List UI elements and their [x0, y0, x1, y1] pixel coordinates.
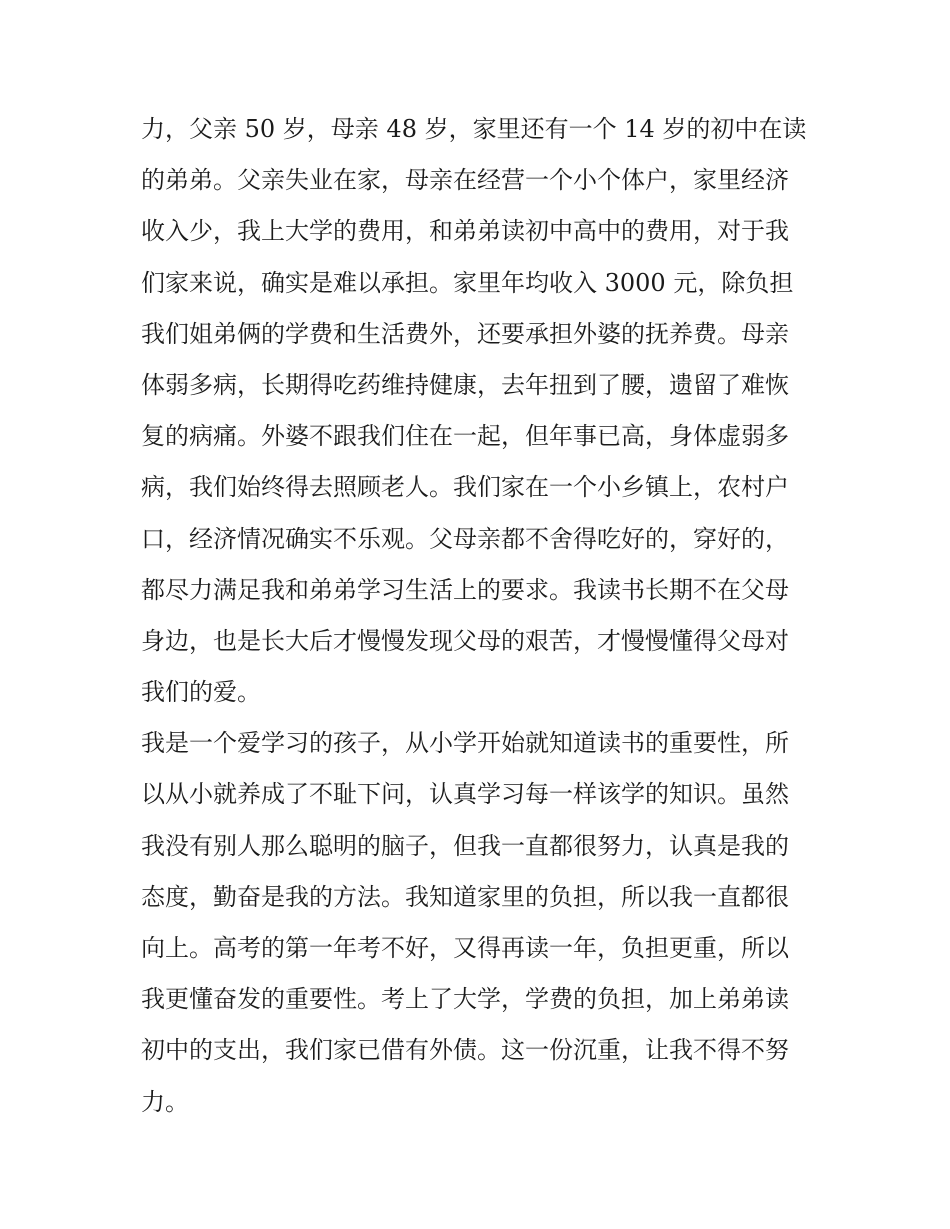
text-line: 体弱多病，长期得吃药维持健康，去年扭到了腰，遗留了难恢: [141, 370, 789, 399]
text-line: 态度，勤奋是我的方法。我知道家里的负担，所以我一直都很: [141, 882, 789, 911]
text-line: 都尽力满足我和弟弟学习生活上的要求。我读书长期不在父母: [141, 575, 789, 604]
body-text: [141, 104, 821, 1128]
text-line: 我没有别人那么聪明的脑子，但我一直都很努力，认真是我的: [141, 831, 789, 860]
text-line: 力。: [141, 1087, 189, 1116]
text-line: 我更懂奋发的重要性。考上了大学，学费的负担，加上弟弟读: [141, 985, 789, 1014]
text-line: 们家来说，确实是难以承担。家里年均收入 3000 元，除负担: [141, 268, 794, 297]
text-line: 病，我们始终得去照顾老人。我们家在一个小乡镇上，农村户: [141, 473, 789, 502]
text-line: 我是一个爱学习的孩子，从小学开始就知道读书的重要性，所: [141, 729, 789, 758]
text-line: 复的病痛。外婆不跟我们住在一起，但年事已高，身体虚弱多: [141, 422, 789, 451]
text-line: 收入少，我上大学的费用，和弟弟读初中高中的费用，对于我: [141, 217, 789, 246]
text-line: 初中的支出，我们家已借有外债。这一份沉重，让我不得不努: [141, 1036, 789, 1065]
text-line: 力，父亲 50 岁，母亲 48 岁，家里还有一个 14 岁的初中在读: [141, 115, 807, 143]
text-line: 身边，也是长大后才慢慢发现父母的艰苦，才慢慢懂得父母对: [141, 626, 789, 655]
text-line: 以从小就养成了不耻下问，认真学习每一样该学的知识。虽然: [141, 780, 789, 809]
text-line: 我们姐弟俩的学费和生活费外，还要承担外婆的抚养费。母亲: [141, 319, 789, 348]
text-line: 口，经济情况确实不乐观。父母亲都不舍得吃好的，穿好的，: [141, 524, 789, 553]
text-line: 向上。高考的第一年考不好，又得再读一年，负担更重，所以: [141, 934, 789, 962]
text-line: 的弟弟。父亲失业在家，母亲在经营一个小个体户，家里经济: [141, 166, 789, 195]
text-line: 我们的爱。: [141, 678, 261, 707]
